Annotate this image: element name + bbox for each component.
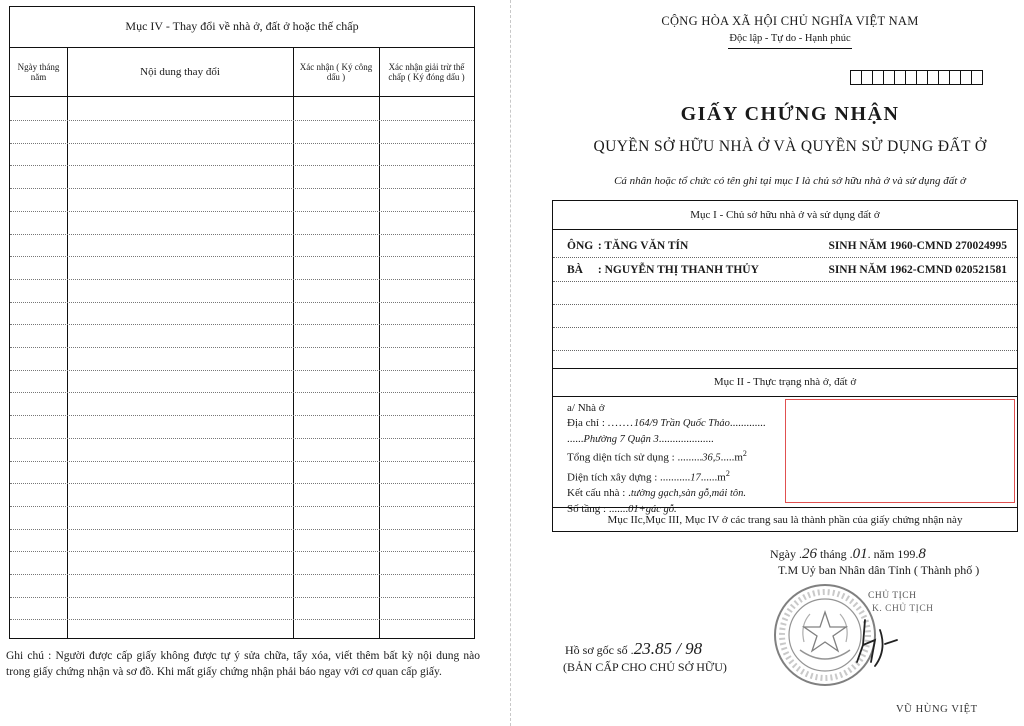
certificate-main-box: [552, 200, 1018, 532]
record-label: Hồ sơ gốc số .: [565, 643, 634, 657]
column-divider: [379, 47, 380, 638]
date-month-label: tháng: [820, 547, 847, 561]
column-header-date: Ngày tháng năm: [10, 47, 67, 97]
record-number-line: [565, 639, 702, 659]
date-year-digit: 8: [918, 546, 926, 562]
issuing-authority: T.M Uỷ ban Nhân dân Tỉnh ( Thành phố ): [778, 563, 980, 577]
section-ii-title: Mục II - Thực trạng nhà ở, đất ở: [553, 368, 1017, 397]
motto-underline: [728, 48, 852, 49]
area-unit: m: [734, 452, 743, 465]
serial-box: [971, 70, 983, 85]
column-divider: [67, 47, 68, 638]
owner-prefix: ÔNG: [567, 240, 594, 252]
date-month: 01: [852, 546, 868, 562]
vice-chairman-label: K. CHỦ TỊCH: [872, 604, 934, 614]
table-row: [10, 188, 474, 189]
table-row: [10, 619, 474, 620]
construction-area-row: Diện tích xây dựng : $...........17......m^2$: [567, 468, 730, 484]
table-row: [10, 143, 474, 144]
construction-area-label: Diện tích xây dựng :: [567, 471, 658, 484]
owner-prefix: BÀ: [567, 264, 583, 276]
structure-row: Kết cấu nhà : .tường gạch,sàn gỗ,mái tôn.: [567, 487, 747, 500]
table-row: [10, 506, 474, 507]
house-details: [567, 401, 785, 518]
record-number: 23.85 / 98: [633, 639, 703, 658]
address-value: 164/9 Trần Quốc Thảo: [633, 417, 730, 429]
handwritten-signature-icon: [845, 600, 905, 680]
table-row: [10, 370, 474, 371]
date-day: 26: [802, 546, 817, 562]
table-row: [10, 256, 474, 257]
signer-name: VŨ HÙNG VIỆT: [896, 704, 978, 715]
address-row-2: ......Phường 7 Quận 3....................: [567, 432, 714, 445]
serial-number-boxes: [851, 70, 983, 85]
address-row: Địa chỉ : .......164/9 Trần Quốc Thảo.............: [567, 416, 766, 429]
table-row: [10, 415, 474, 416]
table-row: [10, 438, 474, 439]
certificate-title: GIẤY CHỨNG NHẬN: [680, 103, 900, 125]
page-fold: [510, 0, 511, 726]
column-header-confirmation: Xác nhận ( Ký công dấu ): [293, 47, 379, 97]
dotted-line: [553, 304, 1017, 305]
structure-value: tường gạch,sàn gỗ,mái tôn.: [630, 488, 747, 500]
usable-area-row: Tổng diện tích sử dụng : $.........36,5.....m^2$: [567, 449, 747, 465]
owner-row: [567, 240, 1007, 252]
column-header-mortgage-release: Xác nhận giải trừ thế chấp ( Ký đóng dấu ): [379, 47, 474, 97]
table-row: [10, 302, 474, 303]
date-prefix: Ngày .: [770, 547, 802, 561]
certificate-description: Cá nhân hoặc tổ chức có tên ghi tại mục I là chủ sở hữu nhà ở và sử dụng đất ở: [614, 175, 966, 187]
table-row: [10, 211, 474, 212]
table-row: [10, 461, 474, 462]
country-name: CỘNG HÒA XÃ HỘI CHỦ NGHĨA VIỆT NAM: [661, 14, 919, 28]
address-value-2: Phường 7 Quận 3: [583, 433, 659, 445]
table-row: [10, 597, 474, 598]
note-text: Ghi chú : Người được cấp giấy không được tự ý sửa chữa, tẩy xóa, viết thêm bất kỳ nội dung nào trong giấy chứng nhận và sơ đồ. Khi mất giấy chứng nhận phải báo ngay với cơ quan cấp giấy.: [6, 650, 480, 678]
column-header-change-content: Nội dung thay đổi: [67, 47, 293, 97]
construction-area-value: 17: [690, 472, 701, 484]
owner-row: [567, 264, 1007, 276]
chairman-label: CHỦ TỊCH: [868, 591, 917, 601]
usable-area-label: Tổng diện tích sử dụng :: [567, 452, 675, 465]
table-row: [10, 347, 474, 348]
dotted-line: [553, 257, 1017, 258]
floors-value: 01+gác gỗ.: [628, 504, 677, 516]
table-row: [10, 165, 474, 166]
floors-label: Số tầng :: [567, 503, 607, 516]
column-divider: [293, 47, 294, 638]
section-i-title: Mục I - Chủ sở hữu nhà ở và sử dụng đất ở: [553, 201, 1017, 230]
table-row: [10, 120, 474, 121]
table-row: [10, 529, 474, 530]
issue-date: Ngày .26 tháng .01. năm 199.8: [770, 546, 926, 562]
owner-name: : NGUYỄN THỊ THANH THỦY: [597, 264, 759, 276]
floors-row: Số tầng : .......01+gác gỗ.: [567, 503, 677, 516]
section-iv-title: Mục IV - Thay đổi về nhà ở, đất ở hoặc thế chấp: [10, 7, 474, 48]
section-iv-table: [9, 6, 475, 639]
redacted-area: [785, 399, 1015, 503]
house-heading: a/ Nhà ở: [567, 402, 605, 414]
table-row: [10, 234, 474, 235]
certificate-subtitle: QUYỀN SỞ HỮU NHÀ Ở VÀ QUYỀN SỬ DỤNG ĐẤT Ở: [593, 138, 987, 155]
owner-name: : TĂNG VĂN TÍN: [597, 240, 689, 252]
national-motto: Độc lập - Tự do - Hạnh phúc: [729, 33, 851, 44]
table-row: [10, 574, 474, 575]
owner-info: SINH NĂM 1962-CMND 020521581: [828, 264, 1007, 276]
area-unit-sup: 2: [725, 468, 730, 478]
area-unit: m: [717, 471, 726, 484]
table-row: [10, 483, 474, 484]
table-row: [10, 392, 474, 393]
dotted-line: [553, 327, 1017, 328]
table-row: [10, 279, 474, 280]
table-row: [10, 551, 474, 552]
structure-label: Kết cấu nhà :: [567, 487, 626, 500]
usable-area-value: 36,5: [702, 453, 721, 465]
area-unit-sup: 2: [742, 449, 747, 459]
address-label: Địa chỉ :: [567, 416, 605, 429]
owner-info: SINH NĂM 1960-CMND 270024995: [828, 240, 1007, 252]
date-year-label: . năm 199: [867, 547, 916, 561]
dotted-line: [553, 350, 1017, 351]
copy-owner-note: (BẢN CẤP CHO CHỦ SỞ HỮU): [563, 660, 727, 674]
dotted-line: [553, 281, 1017, 282]
table-row: [10, 324, 474, 325]
section-footer-note: Mục IIc,Mục III, Mục IV ở các trang sau là thành phần của giấy chứng nhận này: [553, 507, 1017, 532]
